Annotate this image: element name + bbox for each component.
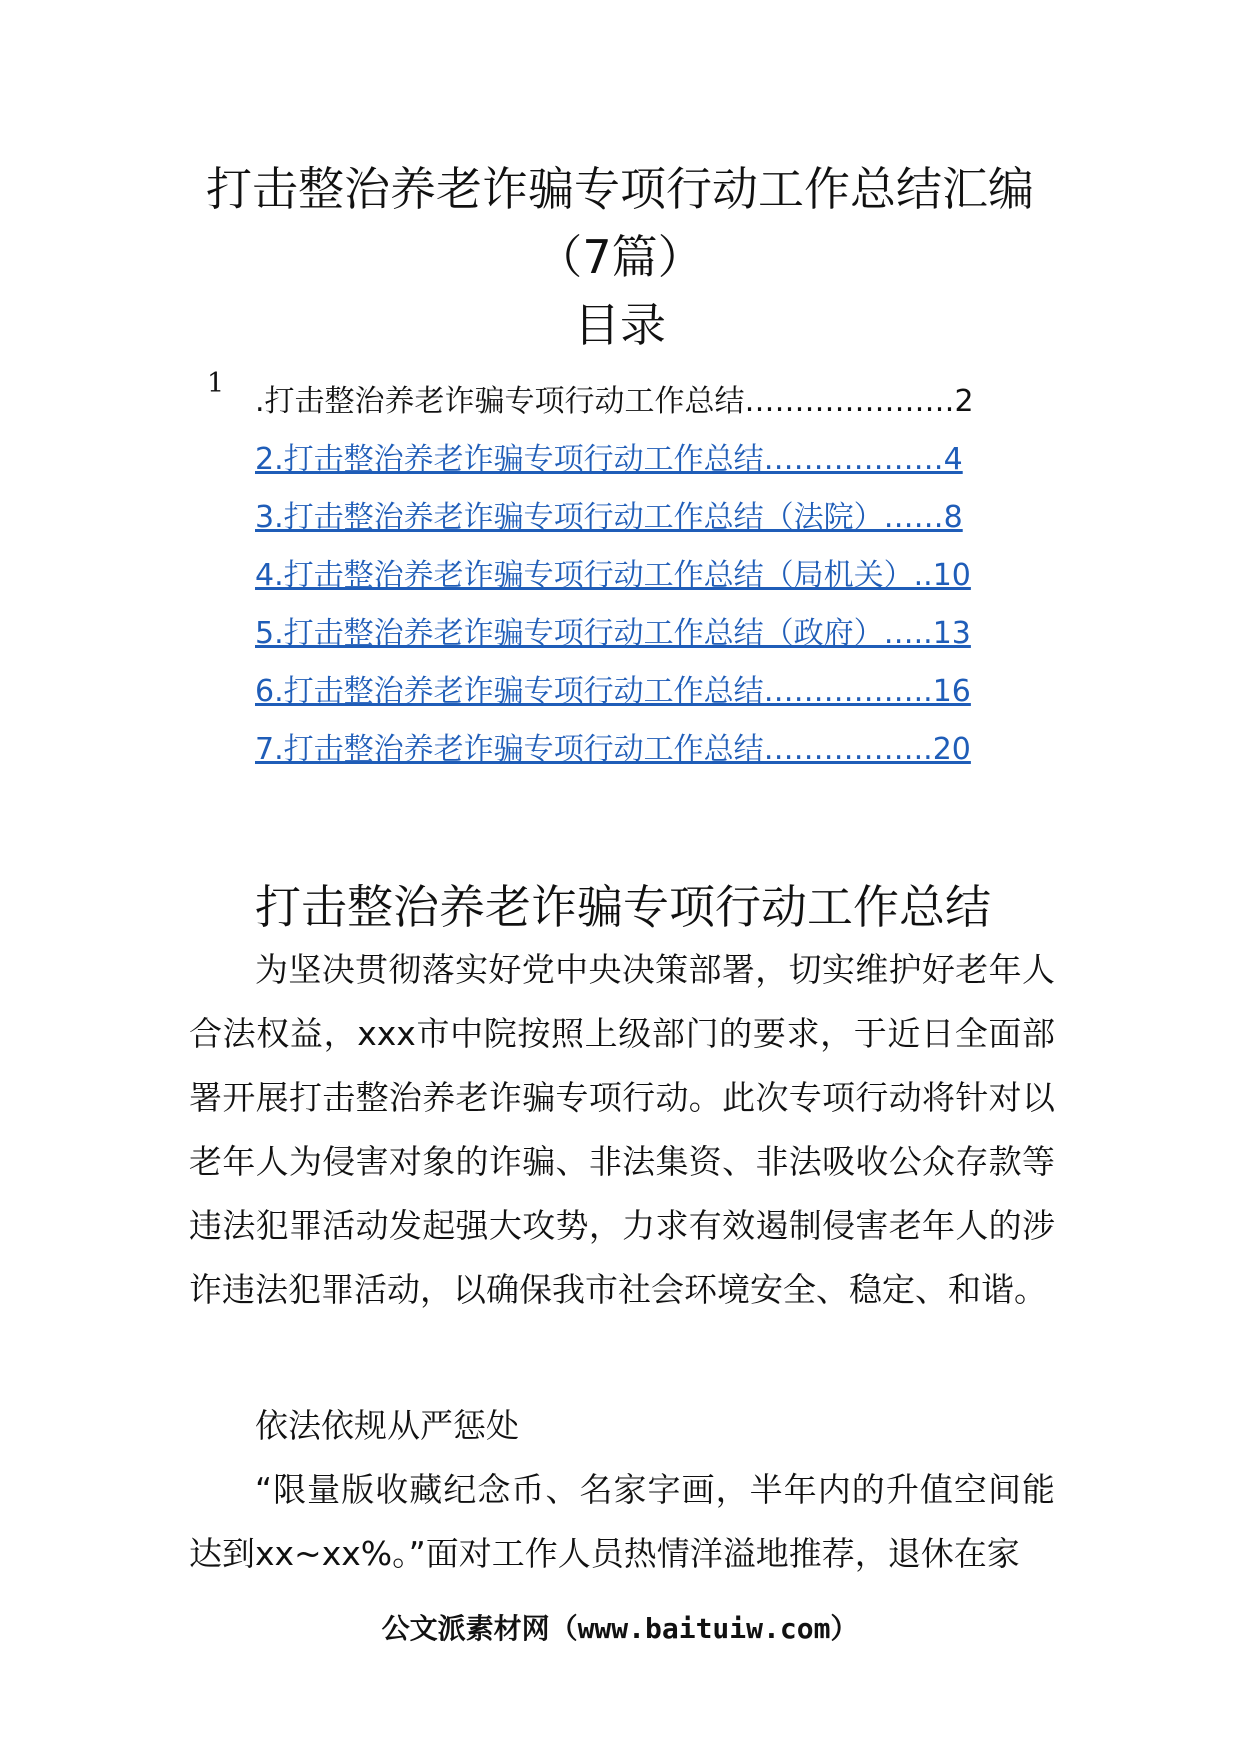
toc-link[interactable]: 4.打击整治养老诈骗专项行动工作总结（局机关）..10 [255,558,971,593]
document-subtitle: （7篇） [536,230,704,284]
body-paragraph: “限量版收藏纪念币、名家字画，半年内的升值空间能达到xx~xx%。”面对工作人员热情洋溢地推荐，退休在家 [189,1470,1055,1573]
subheading-paragraph: 依法依规从严惩处 [255,1406,519,1445]
toc-link[interactable]: 2.打击整治养老诈骗专项行动工作总结………………4 [255,442,963,477]
toc-item[interactable] [255,498,1055,538]
toc-item[interactable] [255,672,1055,712]
toc-item[interactable] [255,614,1055,654]
footer-watermark: 公文派素材网（www.baituiw.com） [381,1612,859,1645]
toc-item [255,382,1055,422]
toc-heading: 目录 [574,298,666,352]
toc-item-text: .打击整治养老诈骗专项行动工作总结…………………2 [255,384,974,419]
document-title: 打击整治养老诈骗专项行动工作总结汇编 [206,162,1034,216]
toc-link[interactable]: 7.打击整治养老诈骗专项行动工作总结……………..20 [255,732,971,767]
toc-link[interactable]: 3.打击整治养老诈骗专项行动工作总结（法院）……8 [255,500,963,535]
toc-link[interactable]: 5.打击整治养老诈骗专项行动工作总结（政府）…..13 [255,616,971,651]
toc-number: 1 [207,368,225,399]
section-title: 打击整治养老诈骗专项行动工作总结 [255,880,991,934]
toc-item[interactable] [255,730,1055,770]
toc-link[interactable]: 6.打击整治养老诈骗专项行动工作总结……………..16 [255,674,971,709]
body-paragraph: 为坚决贯彻落实好党中央决策部署，切实维护好老年人合法权益，xxx市中院按照上级部门的要求，于近日全面部署开展打击整治养老诈骗专项行动。此次专项行动将针对以老年人为侵害对象的诈骗、非法集资、非法吸收公众存款等违法犯罪活动发起强大攻势，力求有效遏制侵害老年人的涉诈违法犯罪活动，以确保我市社会环境安全、稳定、和谐。 [189,950,1055,1309]
toc-item[interactable] [255,556,1055,596]
toc-item[interactable] [255,440,1055,480]
